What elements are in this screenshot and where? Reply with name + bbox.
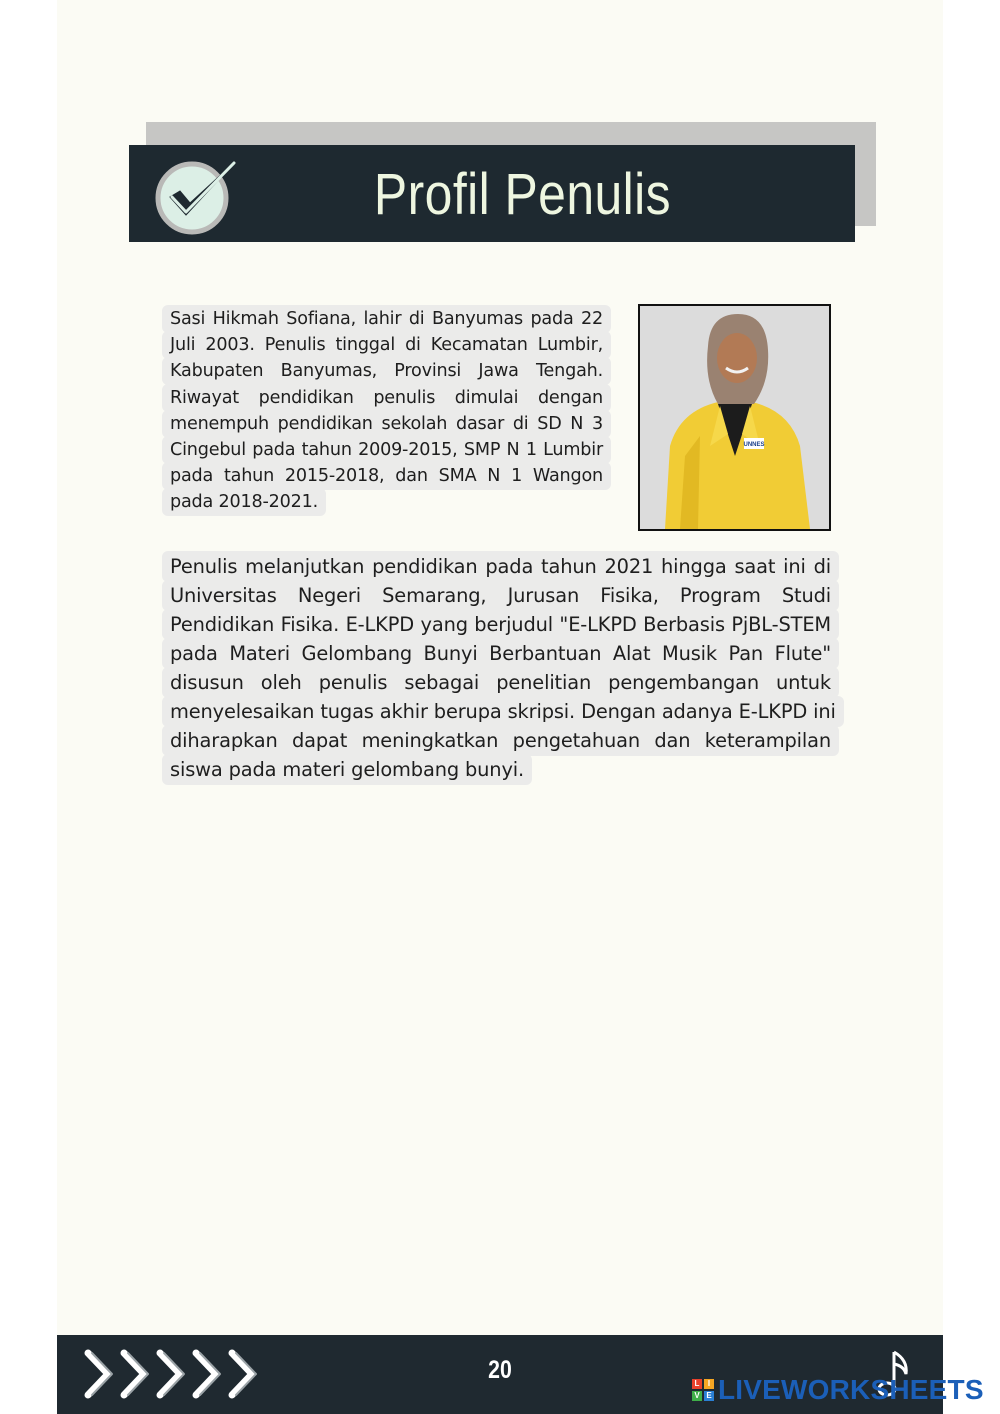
lw-cell-e: E — [704, 1391, 714, 1401]
jacket-badge-text: UNNES — [743, 442, 765, 448]
author-bio-text-1: Sasi Hikmah Sofiana, lahir di Banyumas pada 22 Juli 2003. Penulis tinggal di Kecamatan Lumbir, Kabupaten Banyumas, Provinsi Jawa Tengah. Riwayat pendidikan penulis dimulai dengan menempuh pendidikan sekolah dasar di SD N 3 Cingebul pada tahun 2009-2015, SMP N 1 Lumbir pada tahun 2015-2018, dan SMA N 1 Wangon pada 2018-2021. — [162, 305, 611, 516]
check-badge-icon — [150, 155, 242, 241]
page-title: Profil Penulis — [373, 162, 672, 227]
liveworksheets-logo-icon — [692, 1379, 714, 1401]
lw-cell-i: I — [704, 1379, 714, 1389]
author-bio-paragraph-1 — [162, 306, 611, 516]
liveworksheets-watermark — [692, 1376, 992, 1406]
liveworksheets-text: LIVEWORKSHEETS — [718, 1374, 984, 1405]
lw-cell-l: L — [692, 1379, 702, 1389]
lw-cell-v: V — [692, 1391, 702, 1401]
author-bio-text-2: Penulis melanjutkan pendidikan pada tahun 2021 hingga saat ini di Universitas Negeri Semarang, Jurusan Fisika, Program Studi Pendidikan Fisika. E-LKPD yang berjudul "E-LKPD Berbasis PjBL-STEM pada Materi Gelombang Bunyi Berbantuan Alat Musik Pan Flute" disusun oleh penulis sebagai penelitian pengembangan untuk menyelesaikan tugas akhir berupa skripsi. Dengan adanya E-LKPD ini diharapkan dapat meningkatkan pengetahuan dan keterampilan siswa pada materi gelombang bunyi. — [162, 551, 844, 785]
page-number: 20 — [488, 1356, 512, 1384]
author-bio-paragraph-2 — [162, 552, 839, 784]
author-photo — [638, 304, 831, 531]
chevrons-right-icon — [80, 1348, 260, 1400]
